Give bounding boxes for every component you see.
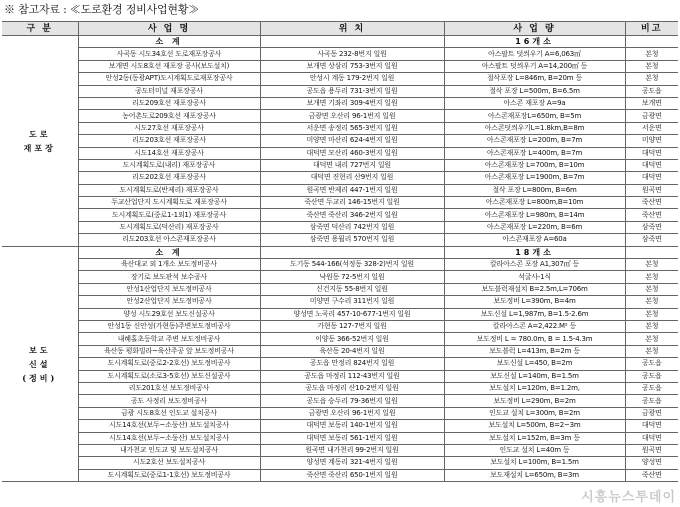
cell-name: 보개면 시도8호선 재포장 공사(보도설치) xyxy=(78,60,260,72)
cell-amount: 절삭포장 L=846m, B=20m 등 xyxy=(444,73,625,85)
cell-amount: 인도교 설치 L=300m, B=2m xyxy=(444,407,625,419)
table-row xyxy=(2,197,678,209)
cell-note: 원곡면 xyxy=(625,184,678,196)
cell-location: 공도읍 용두리 731-3번지 일원 xyxy=(260,85,444,97)
cell-note: 공도읍 xyxy=(625,370,678,382)
cell-amount: 보도블럭재설치 B=2.5m,L=706m xyxy=(444,283,625,295)
header-category: 구 분 xyxy=(2,22,78,36)
cell-name: 농어촌도로209호선 재포장공사 xyxy=(78,110,260,122)
cell-note: 본청 xyxy=(625,271,678,283)
cell-note: 본청 xyxy=(625,259,678,271)
table-row xyxy=(2,358,678,370)
cell-note: 공도읍 xyxy=(625,395,678,407)
cell-name: 장기로 보도판석 보수공사 xyxy=(78,271,260,283)
cell-amount: 절삭 포장 L=500m, B=6.5m xyxy=(444,85,625,97)
cell-name: 내가천교 인도교 및 보도설치공사 xyxy=(78,444,260,456)
cell-location: 서운면 송정리 565-3번지 일원 xyxy=(260,122,444,134)
cell-name: 두교산업단지 도시계획도로 재포장공사 xyxy=(78,197,260,209)
cell-name: 시도14호선(보두~소둥산) 보도설치공사 xyxy=(78,420,260,432)
cell-name: 도시계획도로(덕산리) 재포장공사 xyxy=(78,221,260,233)
table-row xyxy=(2,259,678,271)
cell-location: 양성면 계동리 321-4번지 일원 xyxy=(260,457,444,469)
table-row xyxy=(2,382,678,394)
cell-note: 공도읍 xyxy=(625,85,678,97)
cell-note: 본청 xyxy=(625,308,678,320)
table-row xyxy=(2,370,678,382)
cell-note: 대덕면 xyxy=(625,172,678,184)
cell-location: 대덕면 진현리 산9번지 일원 xyxy=(260,172,444,184)
subtotal-row xyxy=(2,36,678,48)
cell-location: 보개면 상삼리 753-3번지 일원 xyxy=(260,60,444,72)
cell-location: 신건지동 55-8번지 일원 xyxy=(260,283,444,295)
subtotal-row xyxy=(2,246,678,258)
cell-note: 대덕면 xyxy=(625,159,678,171)
cell-name: 도시계획도로(중로2-2호선) 보도정비공사 xyxy=(78,358,260,370)
header-note: 비고 xyxy=(625,22,678,36)
cell-name: 육산대교 외 1개소 보도정비공사 xyxy=(78,259,260,271)
cell-name: 안성2산업단지 보도정비공사 xyxy=(78,296,260,308)
cell-name: 시도14호선 재포장공사 xyxy=(78,147,260,159)
cell-location: 이양동 366-52번지 일원 xyxy=(260,333,444,345)
subtotal-amount: 18개소 xyxy=(444,246,625,258)
cell-name: 육산동 평화빌라~육산주공 앞 보도정비공사 xyxy=(78,345,260,357)
cell-name: 공도터미널 재포장공사 xyxy=(78,85,260,97)
cell-amount: 보도재설치 L=650m, B=3m xyxy=(444,469,625,481)
header-project-name: 사 업 명 xyxy=(78,22,260,36)
cell-amount: 아스콘재포장 L=400m, B=7m xyxy=(444,147,625,159)
cell-amount: 보도신설 L=140m, B=1.5m xyxy=(444,370,625,382)
cell-note: 대덕면 xyxy=(625,420,678,432)
cell-note: 공도읍 xyxy=(625,358,678,370)
table-row xyxy=(2,308,678,320)
cell-location: 원곡면 내가천리 99-2번지 일원 xyxy=(260,444,444,456)
cell-note: 원곡면 xyxy=(625,444,678,456)
cell-note: 죽산면 xyxy=(625,469,678,481)
table-row xyxy=(2,159,678,171)
cell-name: 사곡동 시도34호선 도로재포장공사 xyxy=(78,48,260,60)
cell-amount: 아스콘재포장 L=1900m, B=7m xyxy=(444,172,625,184)
table-row xyxy=(2,345,678,357)
cell-location: 죽산면 죽산리 346-2번지 일원 xyxy=(260,209,444,221)
table-row xyxy=(2,221,678,233)
cell-name: 안성1산업단지 보도정비공사 xyxy=(78,283,260,295)
cell-note: 죽산면 xyxy=(625,209,678,221)
cell-note: 본청 xyxy=(625,60,678,72)
cell-name: 공도 사정리 보도정비공사 xyxy=(78,395,260,407)
cell-amount: 절삭 포장 L=800m, B=6m xyxy=(444,184,625,196)
cell-location: 공도읍 만정리 824번지 일원 xyxy=(260,358,444,370)
cell-note: 본청 xyxy=(625,73,678,85)
subtotal-location xyxy=(260,36,444,48)
cell-location: 낙원동 72-5번지 일원 xyxy=(260,271,444,283)
table-row xyxy=(2,395,678,407)
subtotal-note xyxy=(625,36,678,48)
cell-amount: 아스콘재포장 L=800m,B=10m xyxy=(444,197,625,209)
cell-location: 삼죽면 용월리 570번지 일원 xyxy=(260,234,444,246)
cell-name: 금광 시도8호선 인도교 설치공사 xyxy=(78,407,260,419)
cell-location: 공도읍 마정리 산10-2번지 일원 xyxy=(260,382,444,394)
cell-name: 시도27호선 재포장공사 xyxy=(78,122,260,134)
cell-amount: 보도설치 L=500m, B=2~3m xyxy=(444,420,625,432)
table-row xyxy=(2,296,678,308)
cell-note: 본청 xyxy=(625,48,678,60)
cell-name: 도시계획도로(중로1-1호선) 보도정비공사 xyxy=(78,469,260,481)
cell-note: 공도읍 xyxy=(625,382,678,394)
subtotal-note xyxy=(625,246,678,258)
table-row xyxy=(2,432,678,444)
cell-amount: 아스콘재포장 A=60a xyxy=(444,234,625,246)
cell-amount: 보도블럭 L=413m, B=2m 등 xyxy=(444,345,625,357)
document-heading: ※ 참고자료 : ≪도로환경 정비사업현황≫ xyxy=(4,3,200,16)
cell-amount: 아스콘덧씌우기L=1.8km,B=8m xyxy=(444,122,625,134)
cell-name: 안성2동(동광APT)도시계획도로재포장공사 xyxy=(78,73,260,85)
cell-name: 리도201호선 보도정비공사 xyxy=(78,382,260,394)
cell-note: 양성면 xyxy=(625,457,678,469)
table-row xyxy=(2,444,678,456)
cell-name: 도시계획도로(내리) 재포장공사 xyxy=(78,159,260,171)
table-row xyxy=(2,147,678,159)
subtotal-name: 소 계 xyxy=(78,246,260,258)
cell-note: 대덕면 xyxy=(625,147,678,159)
cell-location: 사곡동 232-8번지 일원 xyxy=(260,48,444,60)
cell-location: 가현동 127-7번지 일원 xyxy=(260,320,444,332)
cell-name: 도시계획도로(중로1-1외1) 재포장공사 xyxy=(78,209,260,221)
table-row xyxy=(2,172,678,184)
cell-amount: 보도설치 L=100m, B=1.5m xyxy=(444,457,625,469)
cell-amount: 인도교 설치 L=40m 등 xyxy=(444,444,625,456)
table-row xyxy=(2,234,678,246)
table-row xyxy=(2,271,678,283)
table-row xyxy=(2,135,678,147)
cell-name: 리도203호선 아스콘재포장공사 xyxy=(78,234,260,246)
category-cell: 도로 재포장 xyxy=(2,36,78,247)
cell-note: 보개면 xyxy=(625,97,678,109)
subtotal-location xyxy=(260,246,444,258)
cell-location: 미양면 마산리 624-4번지 일원 xyxy=(260,135,444,147)
cell-name: 내혜홀초등학교 주변 보도정비공사 xyxy=(78,333,260,345)
cell-note: 금광면 xyxy=(625,407,678,419)
cell-amount: 칼라아스콘 포장 A1,307㎡ 등 xyxy=(444,259,625,271)
table-row xyxy=(2,457,678,469)
table-row xyxy=(2,209,678,221)
cell-amount: 보도설치 L=152m, B=3m 등 xyxy=(444,432,625,444)
cell-note: 금광면 xyxy=(625,110,678,122)
cell-location: 대덕면 보동리 140-1번지 일원 xyxy=(260,420,444,432)
cell-amount: 칼라아스콘 A=2,422.M² 등 xyxy=(444,320,625,332)
table-row xyxy=(2,320,678,332)
cell-amount: 보도정비 L = 780.0m, B = 1.5-4.3m xyxy=(444,333,625,345)
cell-name: 안성1동 신안성(가현동)주변보도정비공사 xyxy=(78,320,260,332)
cell-location: 금광면 오산리 96-1번지 일원 xyxy=(260,110,444,122)
road-project-table xyxy=(2,21,678,482)
cell-name: 시도14호선(보두~소둥산) 보도설치공사 xyxy=(78,432,260,444)
cell-location: 미양면 구수리 311번지 일원 xyxy=(260,296,444,308)
cell-amount: 아스콘 재포장 A=9a xyxy=(444,97,625,109)
table-row xyxy=(2,184,678,196)
cell-amount: 아스콘재포장 L=980m, B=14m xyxy=(444,209,625,221)
cell-location: 보개면 기좌리 309-4번지 일원 xyxy=(260,97,444,109)
cell-amount: 아스콘재포장L=650m, B=5m xyxy=(444,110,625,122)
table-header-row xyxy=(2,22,678,36)
cell-location: 육산동 20-4번지 일원 xyxy=(260,345,444,357)
table-row xyxy=(2,122,678,134)
cell-amount: 보도설치 L=120m, B=1.2m, xyxy=(444,382,625,394)
table-row xyxy=(2,73,678,85)
cell-amount: 보도신설 L=1,987m, B=1.5-2.6m xyxy=(444,308,625,320)
cell-name: 양성 시도29호선 보도신설공사 xyxy=(78,308,260,320)
subtotal-amount: 16개소 xyxy=(444,36,625,48)
cell-location: 삼죽면 덕산리 742번지 일원 xyxy=(260,221,444,233)
cell-amount: 아스콘재포장 L=220m, B=6m xyxy=(444,221,625,233)
cell-name: 도시계획도로(반제리) 재포장공사 xyxy=(78,184,260,196)
cell-name: 리도209호선 재포장공사 xyxy=(78,97,260,109)
cell-note: 죽산면 xyxy=(625,197,678,209)
table-row xyxy=(2,420,678,432)
watermark: 시흥뉴스투데이 xyxy=(581,490,676,505)
cell-name: 리도202호선 재포장공사 xyxy=(78,172,260,184)
table-row xyxy=(2,469,678,481)
cell-amount: 아스콘재포장 L=200m, B=7m xyxy=(444,135,625,147)
cell-amount: 아스팔트 덧씌우기 A=6,063㎡ xyxy=(444,48,625,60)
header-location: 위 치 xyxy=(260,22,444,36)
cell-location: 죽산면 죽산리 650-1번지 일원 xyxy=(260,469,444,481)
cell-name: 리도203호선 재포장공사 xyxy=(78,135,260,147)
cell-location: 공도읍 승두리 79-36번지 일원 xyxy=(260,395,444,407)
cell-amount: 보도정비 L=290m, B=2m xyxy=(444,395,625,407)
cell-note: 서운면 xyxy=(625,122,678,134)
cell-note: 본청 xyxy=(625,320,678,332)
table-row xyxy=(2,97,678,109)
cell-location: 죽산면 두교리 146-15번지 일원 xyxy=(260,197,444,209)
cell-note: 삼죽면 xyxy=(625,234,678,246)
table-row xyxy=(2,110,678,122)
subtotal-name: 소 계 xyxy=(78,36,260,48)
cell-amount: 보도신설 L=450, B=2m xyxy=(444,358,625,370)
header-amount: 사 업 량 xyxy=(444,22,625,36)
cell-location: 원곡면 반제리 447-1번지 일원 xyxy=(260,184,444,196)
cell-note: 본청 xyxy=(625,345,678,357)
table-row xyxy=(2,333,678,345)
table-row xyxy=(2,283,678,295)
cell-note: 삼죽면 xyxy=(625,221,678,233)
cell-location: 안성시 계동 179-2번지 일원 xyxy=(260,73,444,85)
table-row xyxy=(2,85,678,97)
cell-note: 본청 xyxy=(625,283,678,295)
table-row xyxy=(2,407,678,419)
category-cell: 보도 신설 (정비) xyxy=(2,246,78,481)
cell-amount: 아스팔트 덧씌우기 A=14,200㎡ 등 xyxy=(444,60,625,72)
cell-note: 본청 xyxy=(625,296,678,308)
cell-note: 본청 xyxy=(625,333,678,345)
table-row xyxy=(2,48,678,60)
cell-amount: 아스콘재포장 L=700m, B=10m xyxy=(444,159,625,171)
cell-location: 금광면 오산리 96-1번지 일원 xyxy=(260,407,444,419)
cell-name: 시도2호선 보도설치공사 xyxy=(78,457,260,469)
cell-location: 대덕면 모산리 460-3번지 일원 xyxy=(260,147,444,159)
cell-location: 대덕면 보동리 561-1번지 일원 xyxy=(260,432,444,444)
cell-note: 대덕면 xyxy=(625,432,678,444)
cell-location: 공도읍 마정리 112-43번지 일원 xyxy=(260,370,444,382)
table-row xyxy=(2,60,678,72)
cell-location: 양성면 노곡리 457-10-677-1번지 일원 xyxy=(260,308,444,320)
cell-note: 미양면 xyxy=(625,135,678,147)
cell-location: 대덕면 내리 727번지 일원 xyxy=(260,159,444,171)
cell-location: 도기동 544-166(석정동 328-2)번지 일원 xyxy=(260,259,444,271)
cell-amount: 보도정비 L=390m, B=4m xyxy=(444,296,625,308)
cell-amount: 석굴사-1식 xyxy=(444,271,625,283)
cell-name: 도시계획도로(소로3-5호선) 보도신설공사 xyxy=(78,370,260,382)
